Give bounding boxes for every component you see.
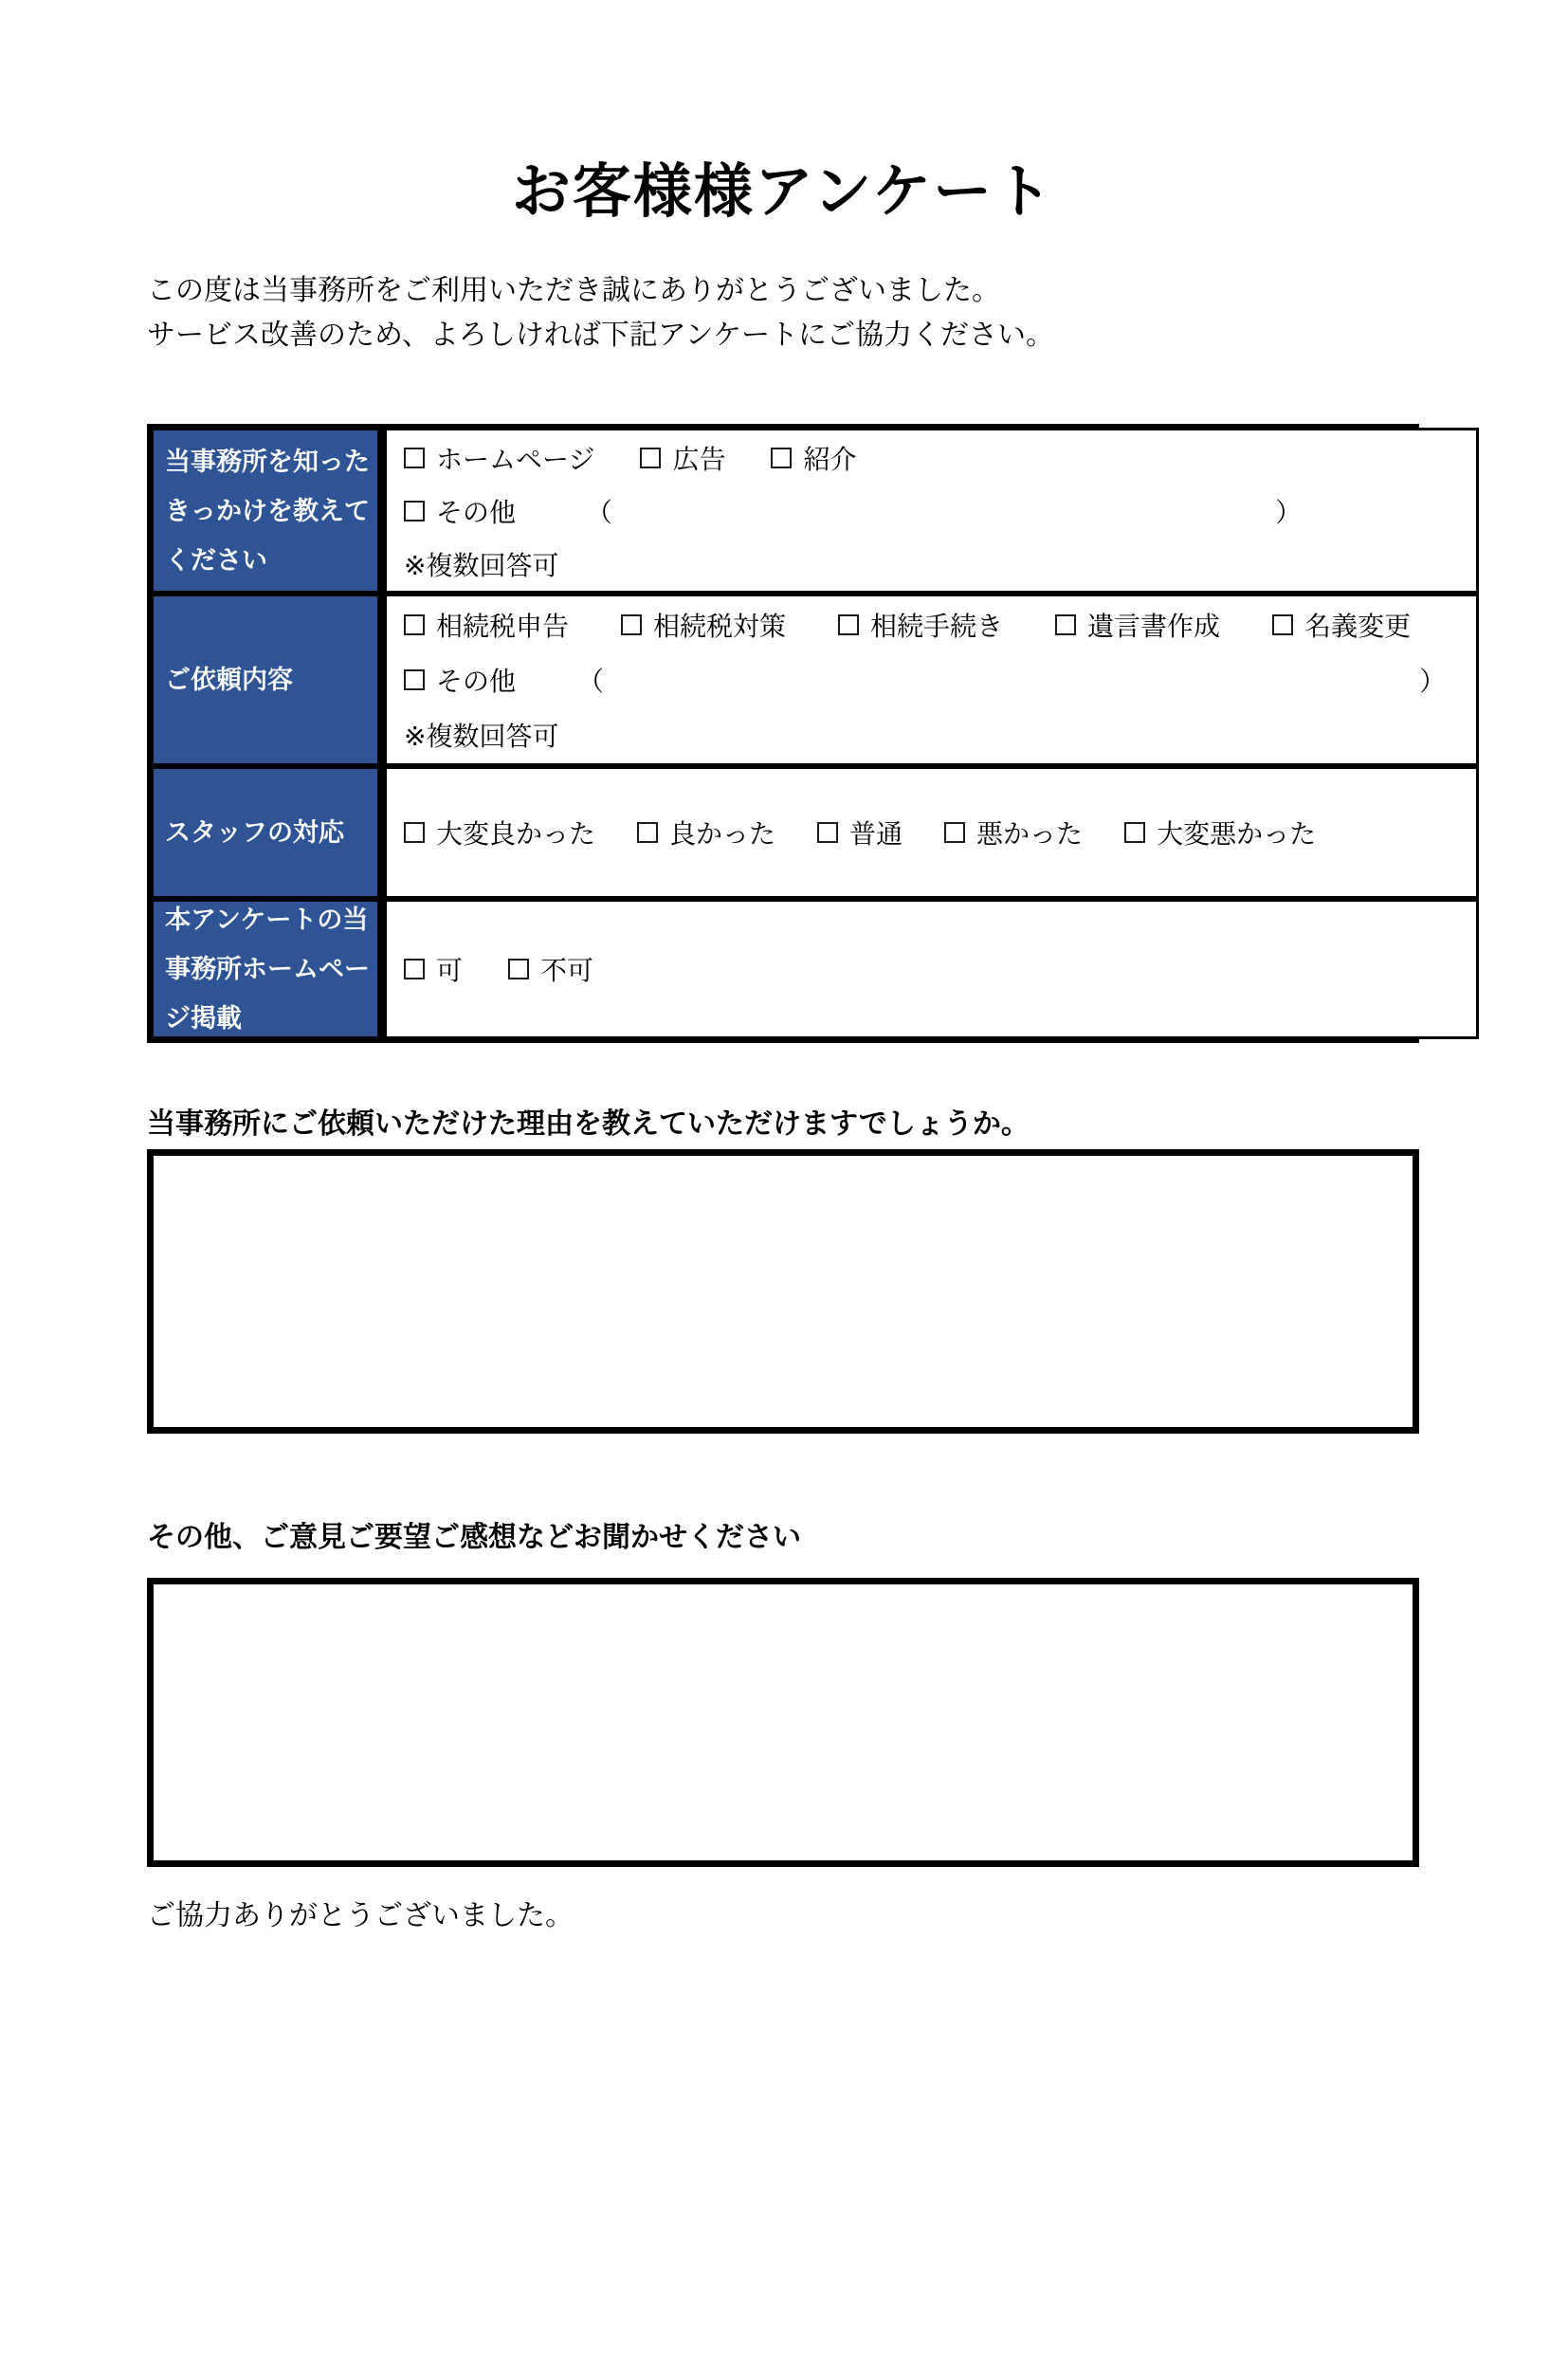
checkbox-option-other [404, 661, 516, 699]
intro-text [147, 268, 1419, 357]
row-content-request-content [382, 594, 1479, 766]
option-label: 普通 [849, 819, 903, 850]
free-text-label-feedback: その他、ご意見ご要望ご感想などお聞かせください [147, 1522, 801, 1554]
free-text-label-reason: 当事務所にご依頼いただけた理由を教えていただけますでしょうか。 [147, 1108, 1030, 1141]
checkbox-option-average [817, 814, 903, 851]
option-line [404, 431, 1463, 485]
option-label: 相続税申告 [436, 612, 570, 642]
close-paren: ） [1419, 667, 1447, 697]
option-line [404, 597, 1463, 652]
checkbox-option-very-bad [1124, 814, 1316, 851]
checkbox-icon[interactable] [637, 822, 658, 843]
option-label: 大変悪かった [1157, 819, 1317, 850]
checkbox-option-not-allowed [508, 950, 593, 988]
checkbox-option-will-preparation [1055, 606, 1220, 644]
option-label: ホームページ [436, 444, 595, 474]
checkbox-icon[interactable] [404, 501, 425, 522]
row-content-staff-response [382, 766, 1479, 899]
checkbox-option-good [637, 814, 775, 851]
other-option-line [404, 652, 1463, 707]
option-line [404, 942, 1463, 996]
checkbox-icon[interactable] [1055, 614, 1076, 635]
checkbox-option-name-change [1272, 606, 1411, 644]
checkbox-option-homepage [404, 439, 594, 477]
option-label: 遺言書作成 [1087, 612, 1221, 642]
checkbox-option-bad [944, 814, 1083, 851]
checkbox-icon[interactable] [944, 822, 965, 843]
checkbox-option-advertisement [640, 439, 725, 477]
option-label: 悪かった [976, 819, 1084, 850]
checkbox-icon[interactable] [621, 614, 642, 635]
option-label: 広告 [672, 444, 726, 474]
multiple-answers-note: ※複数回答可 [404, 722, 559, 752]
open-paren: （ [577, 667, 605, 697]
intro-line-2: サービス改善のため、よろしければ下記アンケートにご協力ください。 [147, 320, 1054, 352]
multiple-answers-note: ※複数回答可 [404, 550, 559, 580]
row-header-staff-response: スタッフの対応 [151, 766, 382, 899]
option-label: 相続税対策 [653, 612, 787, 642]
row-header-referral-source: 当事務所を知ったきっかけを教えてください [151, 428, 382, 594]
survey-page [0, 161, 1568, 2163]
option-label: 紹介 [803, 444, 857, 474]
checkbox-icon[interactable] [508, 959, 529, 979]
option-label: 相続手続き [870, 612, 1004, 642]
option-label: その他 [436, 497, 517, 527]
row-content-homepage-publication [382, 899, 1479, 1039]
note-line [404, 538, 1463, 591]
option-label: 可 [436, 956, 464, 986]
checkbox-icon[interactable] [640, 448, 661, 468]
checkbox-icon[interactable] [404, 448, 425, 468]
close-paren: ） [1275, 497, 1303, 527]
checkbox-option-other [404, 492, 516, 530]
closing-text: ご協力ありがとうございました。 [147, 1900, 574, 1932]
free-text-box-feedback[interactable] [147, 1578, 1419, 1867]
open-paren: （ [586, 497, 613, 527]
free-text-box-reason[interactable] [147, 1149, 1419, 1434]
page-title: お客様様アンケート [511, 159, 1055, 225]
checkbox-icon[interactable] [1272, 614, 1293, 635]
checkbox-icon[interactable] [404, 669, 425, 690]
checkbox-icon[interactable] [404, 614, 425, 635]
checkbox-option-inheritance-procedure [838, 606, 1003, 644]
note-line [404, 707, 1463, 762]
checkbox-option-allowed [404, 950, 463, 988]
option-label: その他 [436, 667, 517, 697]
row-header-homepage-publication: 本アンケートの当事務所ホームページ掲載 [151, 899, 382, 1039]
other-option-line [404, 485, 1463, 538]
option-label: 名義変更 [1304, 612, 1412, 642]
row-header-request-content: ご依頼内容 [151, 594, 382, 766]
option-label: 良かった [669, 819, 776, 850]
option-label: 大変良かった [436, 819, 596, 850]
checkbox-option-inheritance-tax-return [404, 606, 569, 644]
checkbox-option-very-good [404, 814, 595, 851]
option-label: 不可 [540, 956, 594, 986]
option-line [404, 806, 1463, 859]
checkbox-icon[interactable] [771, 448, 792, 468]
checkbox-icon[interactable] [404, 822, 425, 843]
checkbox-icon[interactable] [404, 959, 425, 979]
checkbox-icon[interactable] [817, 822, 838, 843]
row-content-referral-source [382, 428, 1479, 594]
checkbox-icon[interactable] [1124, 822, 1145, 843]
intro-line-1: この度は当事務所をご利用いただき誠にありがとうございました。 [147, 275, 1000, 307]
checkbox-option-referral [771, 439, 856, 477]
checkbox-icon[interactable] [838, 614, 859, 635]
survey-table [147, 424, 1447, 1043]
checkbox-option-inheritance-tax-planning [621, 606, 786, 644]
